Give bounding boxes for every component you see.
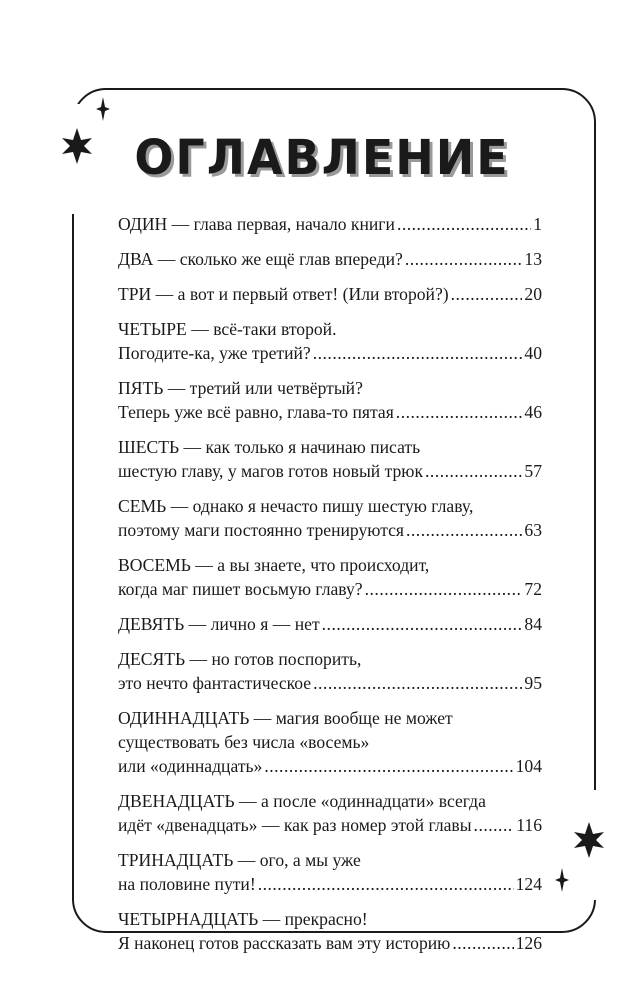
dot-leader [365,577,523,601]
toc-entry-last-line [118,931,542,955]
toc-entry-text: ДЕСЯТЬ — но готов поспорить, [118,649,362,669]
star-icon [574,822,604,858]
toc-entry-text: СЕМЬ — однако я нечасто пишу шестую главу, [118,496,474,516]
toc-entry-line [118,647,542,671]
toc-entry-text: идёт «двенадцать» — как раз номер этой главы [118,815,472,835]
toc-entry-line [118,789,542,813]
toc-entry-text: ТРИНАДЦАТЬ — ого, а мы уже [118,850,361,870]
toc-entry[interactable] [118,848,542,896]
toc-entry-last-line [118,341,542,365]
toc-entry-last-line [118,813,542,837]
toc-entry[interactable] [118,435,542,483]
toc-entry-text: ШЕСТЬ — как только я начинаю писать [118,437,421,457]
table-of-contents [118,212,542,966]
page-number: 63 [524,520,542,540]
toc-entry-line [118,907,542,931]
page-number: 126 [515,933,542,953]
dot-leader [474,813,515,837]
toc-entry[interactable] [118,907,542,955]
toc-entry-text: ДВА — сколько же ещё глав впереди? [118,249,403,269]
toc-entry-text: ТРИ — а вот и первый ответ! (Или второй?) [118,284,449,304]
toc-entry-line [118,494,542,518]
toc-entry[interactable] [118,247,542,271]
toc-entry[interactable] [118,212,542,236]
toc-entry-last-line [118,518,542,542]
toc-entry-last-line [118,577,542,601]
page-number: 46 [524,402,542,422]
toc-entry-last-line [118,400,542,424]
dot-leader [406,518,522,542]
toc-entry[interactable] [118,789,542,837]
page-number: 1 [533,214,542,234]
toc-entry-text: Теперь уже всё равно, глава-то пятая [118,402,394,422]
toc-entry-text: ЧЕТЫРЕ — всё-таки второй. [118,319,337,339]
toc-entry-last-line [118,212,542,236]
toc-entry[interactable] [118,706,542,778]
toc-entry-text: на половине пути! [118,874,256,894]
toc-entry-last-line [118,872,542,896]
star-icon [555,868,569,892]
toc-entry-text: ДЕВЯТЬ — лично я — нет [118,614,320,634]
page-number: 40 [524,343,542,363]
page-number: 104 [515,756,542,776]
dot-leader [313,341,523,365]
toc-entry-last-line [118,247,542,271]
dot-leader [313,671,522,695]
toc-entry-text: поэтому маги постоянно тренируются [118,520,404,540]
toc-entry-line [118,317,542,341]
toc-entry-text: ОДИННАДЦАТЬ — магия вообще не может [118,708,453,728]
toc-entry-text: когда маг пишет восьмую главу? [118,579,363,599]
toc-entry[interactable] [118,612,542,636]
toc-entry-text: ЧЕТЫРНАДЦАТЬ — прекрасно! [118,909,368,929]
page-number: 57 [524,461,542,481]
page-number: 72 [524,579,542,599]
toc-entry-text: ВОСЕМЬ — а вы знаете, что происходит, [118,555,430,575]
toc-entry-line [118,848,542,872]
toc-entry-last-line [118,671,542,695]
toc-entry-line [118,706,542,730]
toc-entry-last-line [118,459,542,483]
toc-entry-text: ОДИН — глава первая, начало книги [118,214,395,234]
toc-entry-last-line [118,754,542,778]
toc-entry[interactable] [118,317,542,365]
page-number: 124 [515,874,542,894]
toc-entry-text: существовать без числа «восемь» [118,732,370,752]
toc-entry-line [118,435,542,459]
dot-leader [425,459,522,483]
page-title: ОГЛАВЛЕНИЕ [134,128,510,186]
dot-leader [258,872,514,896]
toc-entry-text: шестую главу, у магов готов новый трюк [118,461,423,481]
page-number: 95 [524,673,542,693]
toc-entry[interactable] [118,282,542,306]
dot-leader [322,612,523,636]
dot-leader [396,400,523,424]
toc-entry-text: это нечто фантастическое [118,673,312,693]
toc-entry-text: ДВЕНАДЦАТЬ — а после «одиннадцати» всегда [118,791,486,811]
star-icon [96,97,110,121]
dot-leader [405,247,523,271]
page-number: 20 [524,284,542,304]
toc-entry[interactable] [118,494,542,542]
dot-leader [451,282,523,306]
toc-entry-text: Я наконец готов рассказать вам эту историю [118,933,451,953]
page-number: 13 [524,249,542,269]
toc-entry[interactable] [118,553,542,601]
toc-entry-line [118,730,542,754]
dot-leader [397,212,531,236]
dot-leader [264,754,513,778]
toc-entry-text: Погодите-ка, уже третий? [118,343,311,363]
dot-leader [452,931,513,955]
toc-entry[interactable] [118,376,542,424]
page-number: 116 [516,815,542,835]
toc-entry-line [118,376,542,400]
toc-entry[interactable] [118,647,542,695]
page-number: 84 [524,614,542,634]
toc-entry-text: или «одиннадцать» [118,756,263,776]
toc-entry-line [118,553,542,577]
toc-entry-text: ПЯТЬ — третий или четвёртый? [118,378,363,398]
toc-entry-last-line [118,282,542,306]
toc-entry-last-line [118,612,542,636]
